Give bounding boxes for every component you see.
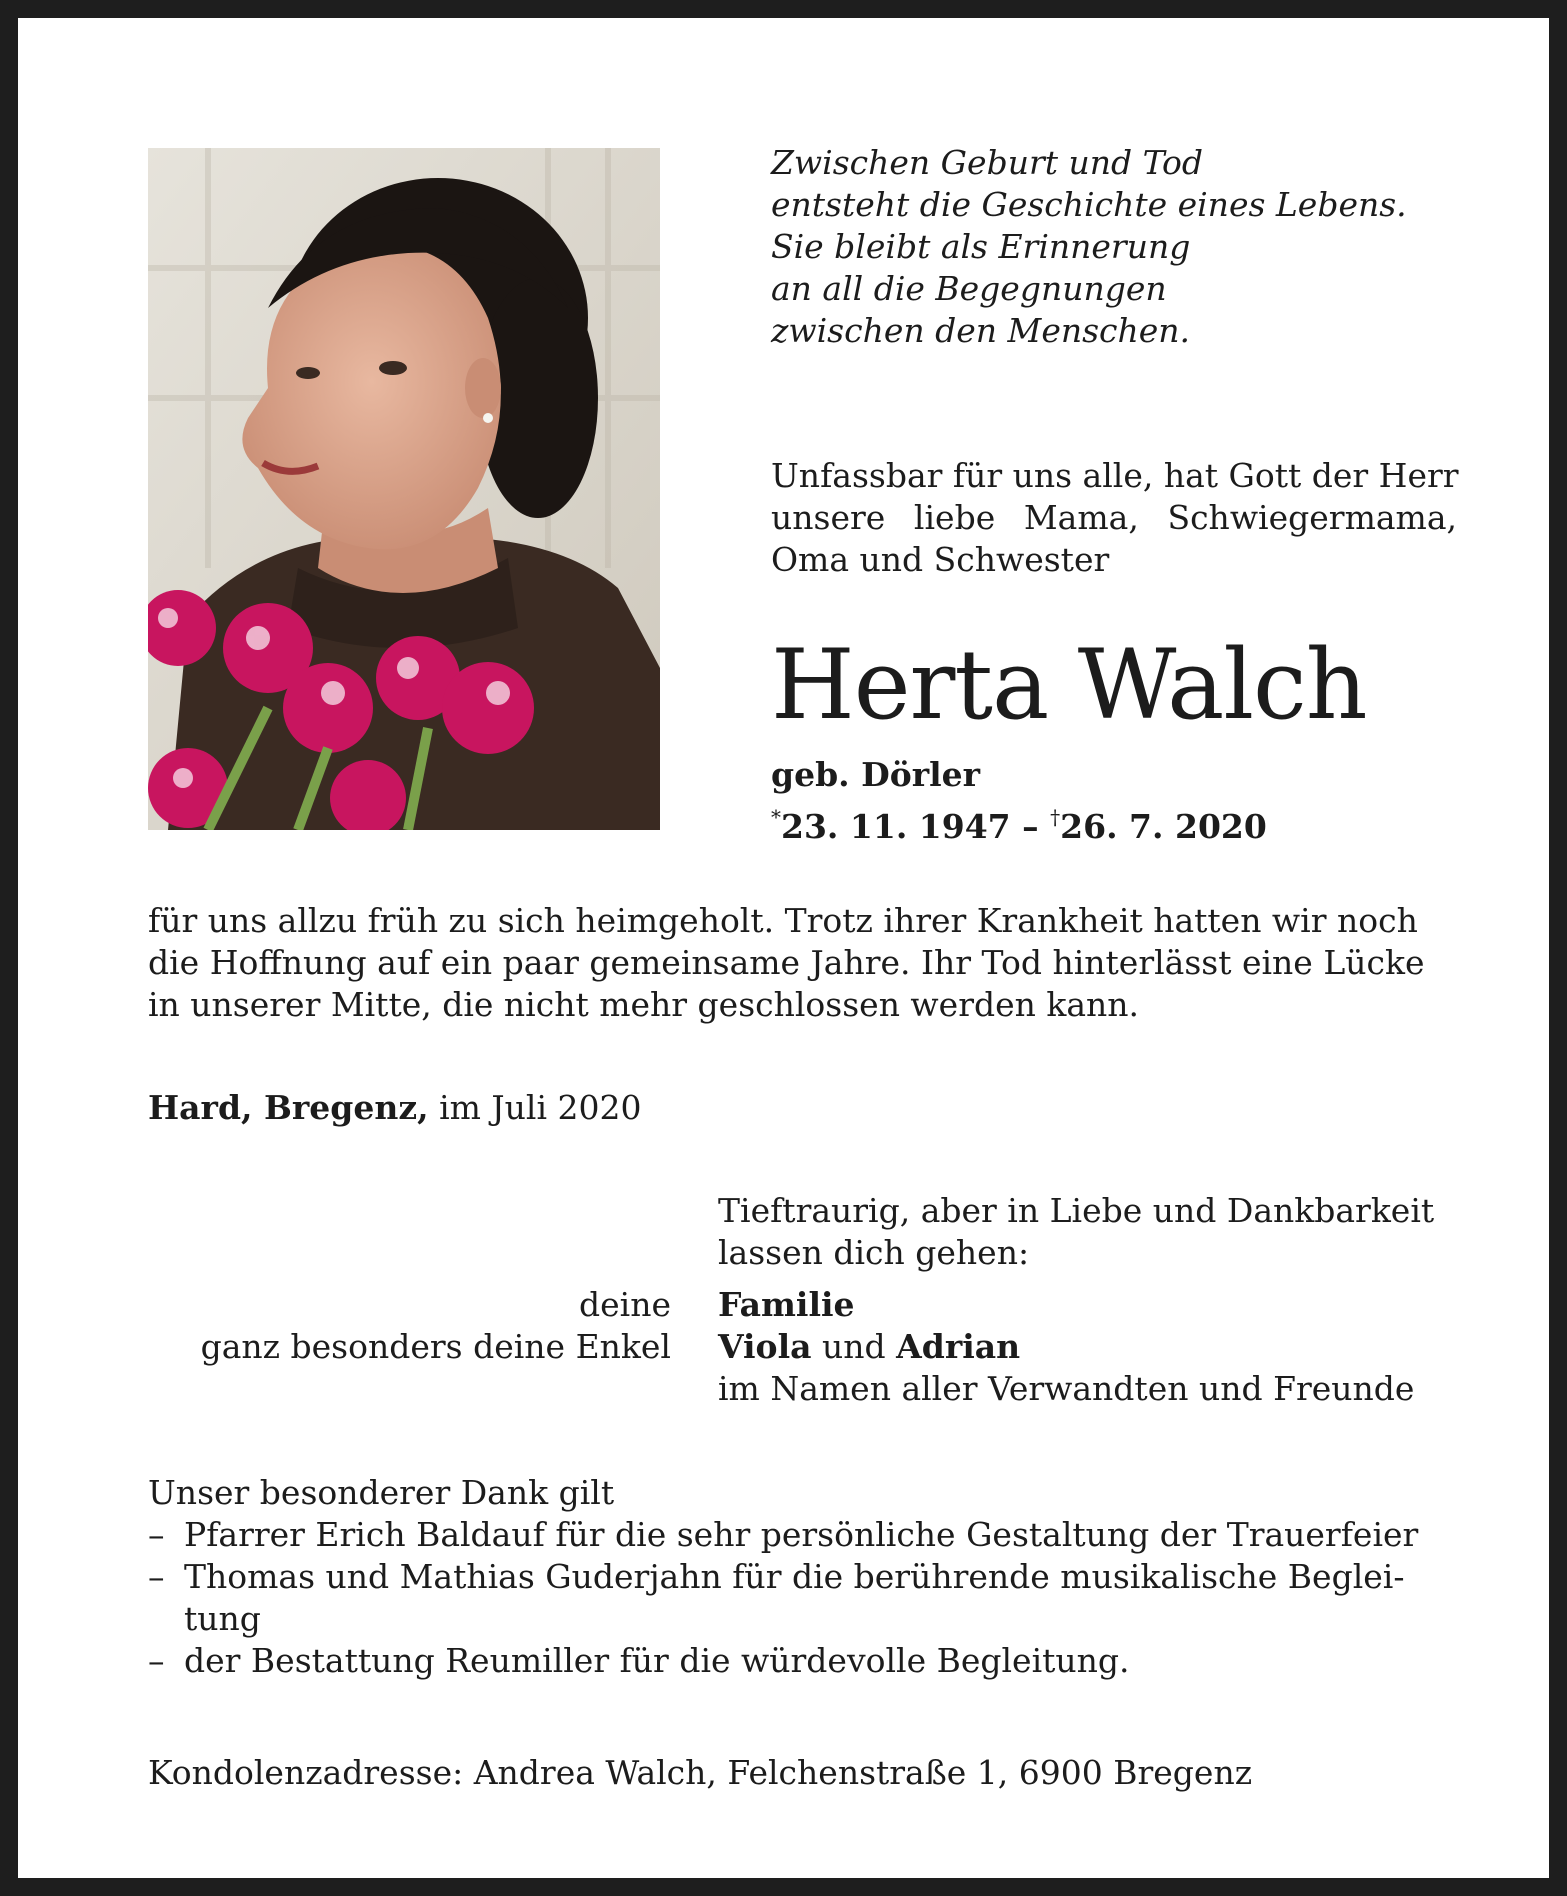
family-label: Familie — [718, 1285, 855, 1324]
thanks-item-text: der Bestattung Reumiller für die würdevolle Begleitung. — [184, 1641, 1130, 1680]
thanks-item — [148, 1514, 1418, 1556]
signature-family — [718, 1284, 855, 1326]
life-dates — [771, 796, 1267, 848]
date-separator: – — [1010, 807, 1051, 846]
body-line: in unserer Mitte, die nicht mehr geschlossen werden kann. — [148, 985, 1140, 1024]
condolence-address: Kondolenzadresse: Andrea Walch, Felchenstraße 1, 6900 Bregenz — [148, 1753, 1253, 1792]
intro-line: Oma und Schwester — [771, 540, 1110, 579]
birth-date: 23. 11. 1947 — [781, 807, 1011, 846]
portrait-photo — [148, 148, 660, 830]
thanks-item-continuation — [148, 1598, 1418, 1640]
place-location: Hard, Bregenz, — [148, 1088, 429, 1127]
place-date — [148, 1087, 641, 1129]
place-date-text: im Juli 2020 — [439, 1088, 642, 1127]
mourners-intro — [718, 1190, 1434, 1274]
mourners-line: Tieftraurig, aber in Liebe und Dankbarkeit — [718, 1191, 1435, 1230]
signature-left-grandchildren: ganz besonders deine Enkel — [200, 1327, 671, 1366]
grandchild-name: Adrian — [896, 1327, 1021, 1366]
and-word: und — [822, 1327, 886, 1366]
signature-left-family: deine — [579, 1285, 671, 1324]
thanks-item-text: tung — [184, 1599, 261, 1638]
birth-symbol: * — [771, 805, 781, 829]
body-line: die Hoffnung auf ein paar gemeinsame Jahre. Ihr Tod hinterlässt eine Lücke — [148, 943, 1425, 982]
maiden-name: geb. Dörler — [771, 755, 981, 794]
death-date: 26. 7. 2020 — [1060, 807, 1267, 846]
thanks-item-text: Pfarrer Erich Baldauf für die sehr persönliche Gestaltung der Trauerfeier — [184, 1515, 1419, 1554]
signature-relatives: im Namen aller Verwandten und Freunde — [718, 1369, 1415, 1408]
thanks-section — [148, 1472, 1418, 1682]
poem — [771, 142, 1407, 352]
dash: – — [148, 1641, 165, 1680]
thanks-item-text: Thomas und Mathias Guderjahn für die berührende musikalische Beglei- — [184, 1557, 1405, 1596]
thanks-item — [148, 1556, 1418, 1598]
signature-grandchildren — [718, 1326, 1020, 1368]
death-symbol: † — [1050, 805, 1061, 829]
thanks-heading: Unser besonderer Dank gilt — [148, 1473, 615, 1512]
grandchild-name: Viola — [718, 1327, 812, 1366]
intro-line: unsere liebe Mama, Schwiegermama, — [771, 498, 1457, 537]
dash: – — [148, 1515, 165, 1554]
mourners-line: lassen dich gehen: — [718, 1233, 1030, 1272]
birth-info — [771, 754, 1267, 848]
poem-line: zwischen den Menschen. — [771, 311, 1191, 350]
intro-text — [771, 455, 1457, 581]
poem-line: Zwischen Geburt und Tod — [771, 143, 1204, 182]
poem-line: Sie bleibt als Erinnerung — [771, 227, 1191, 266]
intro-line: Unfassbar für uns alle, hat Gott der Herr — [771, 456, 1459, 495]
dash: – — [148, 1557, 165, 1596]
poem-line: entsteht die Geschichte eines Lebens. — [771, 185, 1407, 224]
thanks-item — [148, 1640, 1418, 1682]
deceased-name: Herta Walch — [771, 629, 1367, 741]
body-line: für uns allzu früh zu sich heimgeholt. Trotz ihrer Krankheit hatten wir noch — [148, 901, 1418, 940]
portrait-illustration — [148, 148, 660, 830]
body-text — [148, 900, 1425, 1026]
poem-line: an all die Begegnungen — [771, 269, 1167, 308]
